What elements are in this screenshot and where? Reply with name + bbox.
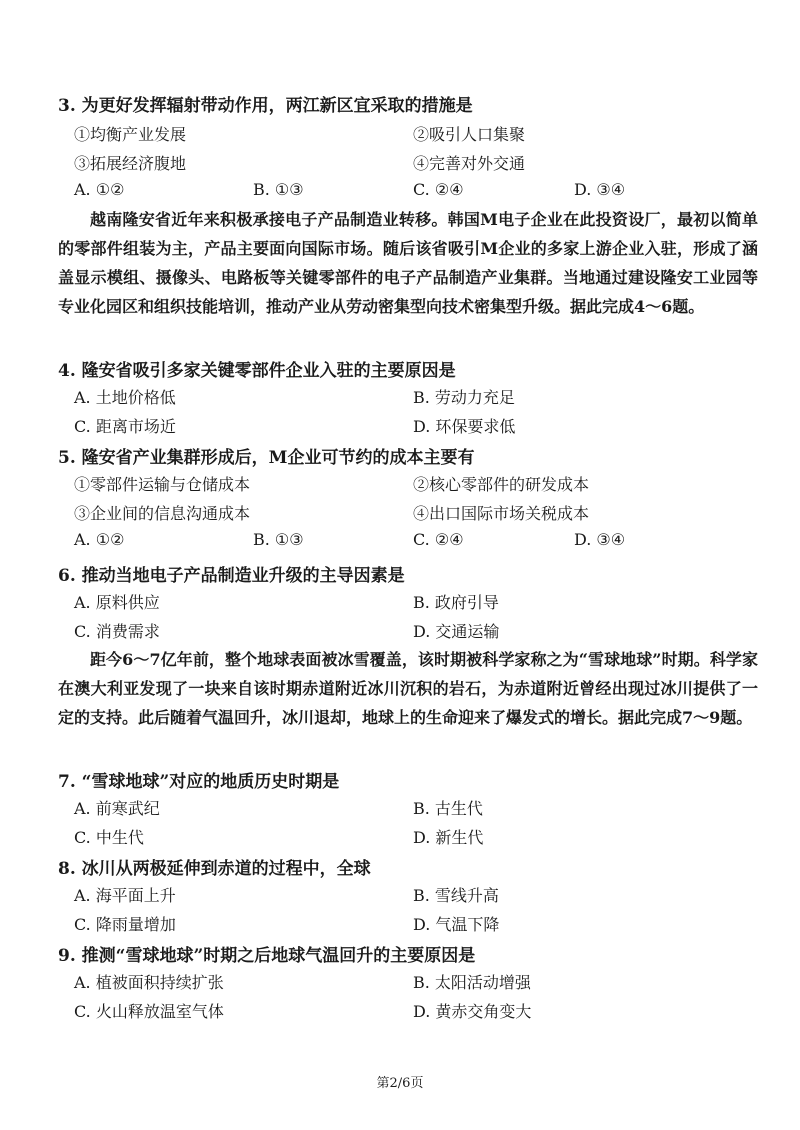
question-5-item-1: ①零部件运输与仓储成本 [74, 475, 251, 494]
passage-2 [58, 645, 758, 732]
question-3-item-3: ③拓展经济腹地 [74, 154, 187, 173]
question-7-choice-b: B. 古生代 [413, 799, 483, 818]
question-5-choice-c: C. ②④ [413, 530, 464, 549]
question-3-item-1: ①均衡产业发展 [74, 125, 187, 144]
page-number: 第2/6页 [376, 1076, 424, 1091]
question-7-choice-d: D. 新生代 [413, 828, 484, 847]
question-8-choice-b: B. 雪线升高 [413, 886, 499, 905]
question-3-stem: 3. 为更好发挥辐射带动作用，两江新区宜采取的措施是 [58, 96, 473, 116]
question-6-stem: 6. 推动当地电子产品制造业升级的主导因素是 [58, 566, 405, 586]
passage-1-text: 越南隆安省近年来积极承接电子产品制造业转移。韩国M电子企业在此投资设厂，最初以简单的零部件组装为主，产品主要面向国际市场。随后该省吸引M企业的多家上游企业入驻，形成了涵盖显示模组、摄像头、电路板等关键零部件的电子产品制造产业集群。当地通过建设隆安工业园等专业化园区和组织技能培训，推动产业从劳动密集型向技术密集型升级。据此完成4～6题。 [58, 210, 758, 316]
question-5-stem: 5. 隆安省产业集群形成后，M企业可节约的成本主要有 [58, 448, 475, 468]
question-6-choice-d: D. 交通运输 [413, 622, 500, 641]
question-9-choice-b: B. 太阳活动增强 [413, 973, 531, 992]
question-5-choice-d: D. ③④ [574, 530, 626, 549]
question-4-choice-a: A. 土地价格低 [74, 388, 176, 407]
question-7-choice-a: A. 前寒武纪 [74, 799, 160, 818]
passage-2-text: 距今6～7亿年前，整个地球表面被冰雪覆盖，该时期被科学家称之为“雪球地球”时期。科学家在澳大利亚发现了一块来自该时期赤道附近冰川沉积的岩石，为赤道附近曾经出现过冰川提供了一定的支持。此后随着气温回升，冰川退却，地球上的生命迎来了爆发式的增长。据此完成7～9题。 [58, 650, 758, 727]
question-4-stem: 4. 隆安省吸引多家关键零部件企业入驻的主要原因是 [58, 361, 456, 381]
question-8-choice-d: D. 气温下降 [413, 915, 500, 934]
question-8-choice-c: C. 降雨量增加 [74, 915, 176, 934]
question-8-choice-a: A. 海平面上升 [74, 886, 176, 905]
question-4-choice-d: D. 环保要求低 [413, 417, 516, 436]
question-5-choice-a: A. ①② [74, 530, 125, 549]
question-3-choice-c: C. ②④ [413, 180, 464, 199]
question-4-choice-b: B. 劳动力充足 [413, 388, 515, 407]
question-3-choice-d: D. ③④ [574, 180, 626, 199]
question-3-item-2: ②吸引人口集聚 [413, 125, 526, 144]
question-9-stem: 9. 推测“雪球地球”时期之后地球气温回升的主要原因是 [58, 946, 476, 966]
question-3-choice-a: A. ①② [74, 180, 125, 199]
question-5-item-4: ④出口国际市场关税成本 [413, 504, 590, 523]
passage-1 [58, 205, 758, 321]
question-5-choice-b: B. ①③ [253, 530, 304, 549]
question-7-choice-c: C. 中生代 [74, 828, 144, 847]
question-5-item-3: ③企业间的信息沟通成本 [74, 504, 251, 523]
question-6-choice-a: A. 原料供应 [74, 593, 160, 612]
question-9-choice-d: D. 黄赤交角变大 [413, 1002, 532, 1021]
question-6-choice-c: C. 消费需求 [74, 622, 160, 641]
question-6-choice-b: B. 政府引导 [413, 593, 499, 612]
question-7-stem: 7. “雪球地球”对应的地质历史时期是 [58, 772, 340, 792]
question-9-choice-c: C. 火山释放温室气体 [74, 1002, 224, 1021]
question-3-item-4: ④完善对外交通 [413, 154, 526, 173]
question-3-choice-b: B. ①③ [253, 180, 304, 199]
question-9-choice-a: A. 植被面积持续扩张 [74, 973, 224, 992]
question-8-stem: 8. 冰川从两极延伸到赤道的过程中，全球 [58, 859, 371, 879]
question-4-choice-c: C. 距离市场近 [74, 417, 176, 436]
question-5-item-2: ②核心零部件的研发成本 [413, 475, 590, 494]
